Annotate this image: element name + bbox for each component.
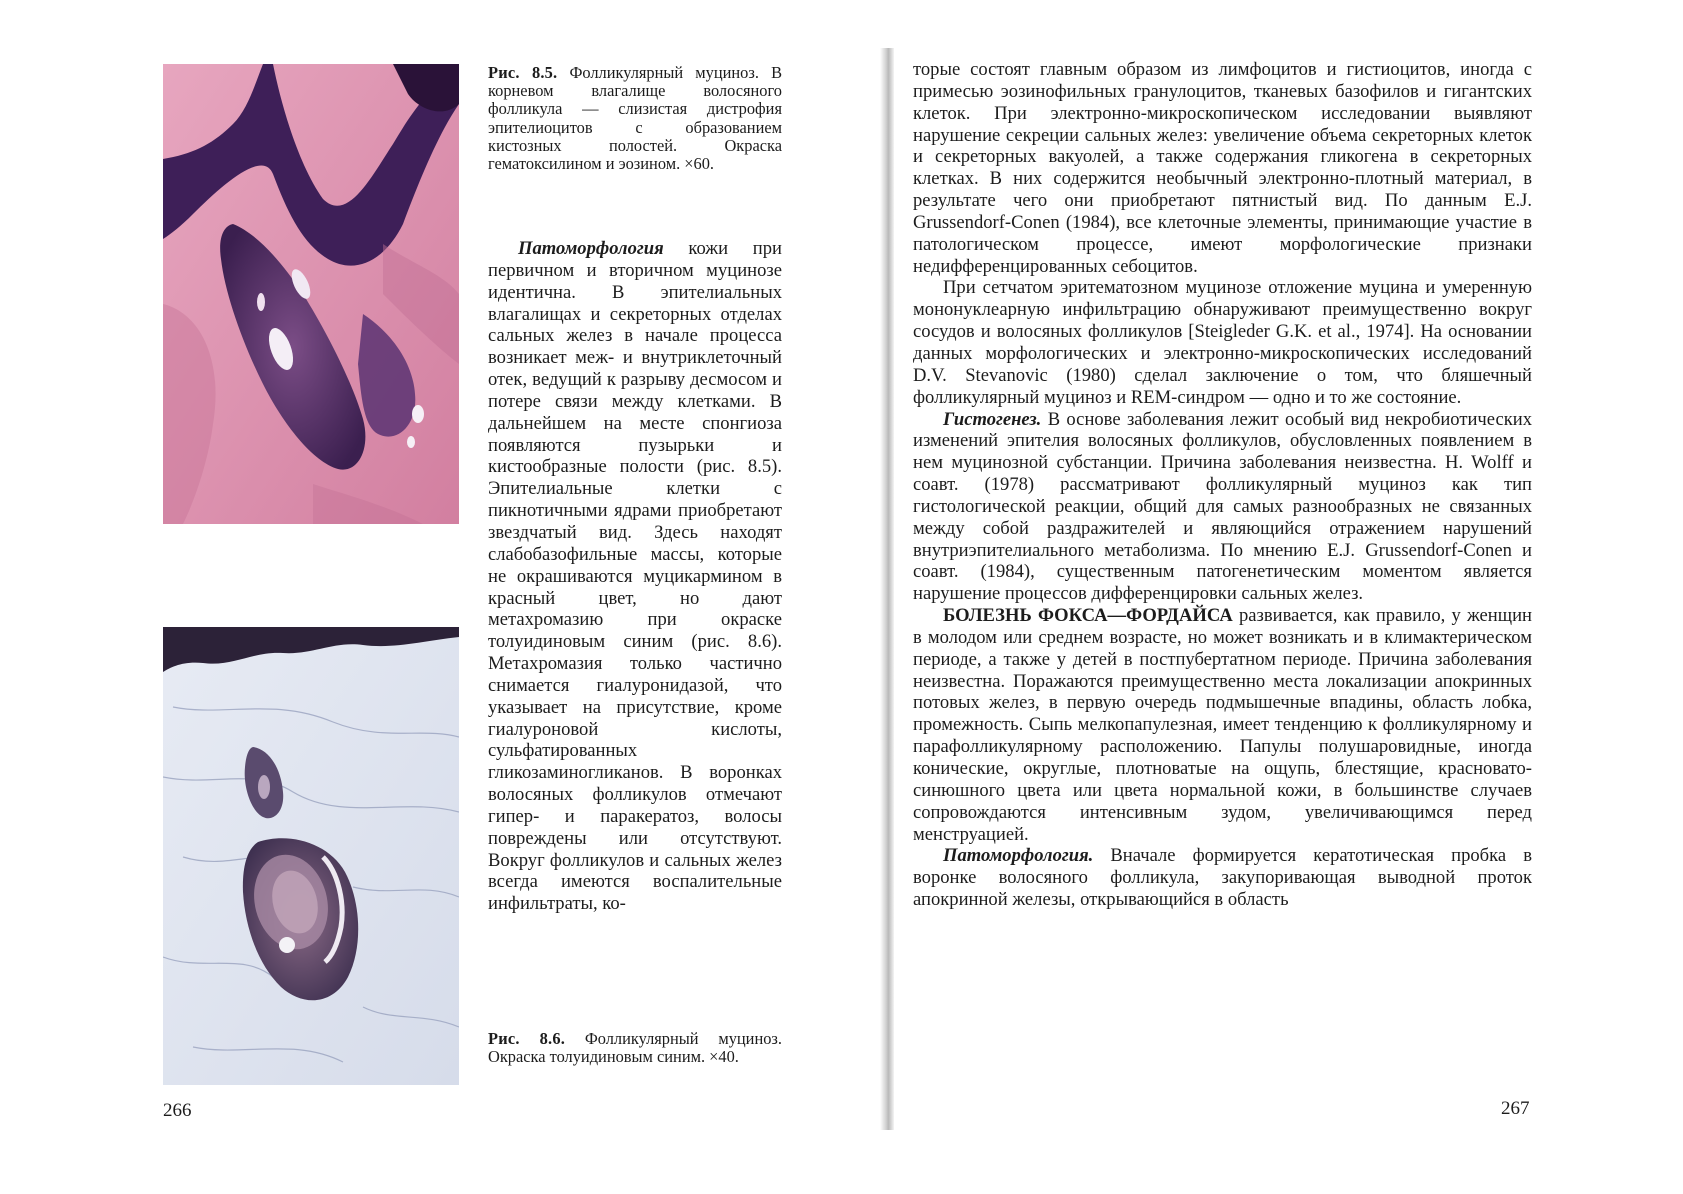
micrograph-toluidine-stain [163,627,459,1085]
paragraph-pathomorphology [488,238,782,915]
right-column-text [913,59,1532,911]
paragraph-text: В основе заболевания лежит особый вид некробиотических изменений эпителия волосяных фолликулов, обусловленных появлением в нем муцинозной субстанции. Причина заболевания неизвестна. H. Wolff и соавт. (1978) рассматривают фолликулярный муциноз как тип гистологической реакции, общий для самых разнообразных не связанных между собой раздражителей и являющийся отражением нарушений внутриэпителиального метаболизма. По мнению E.J. Grussendorf-Conen и соавт. (1984), существенным патогенетическим моментом является нарушение процессов дифференцировки сальных желез. [913,408,1532,605]
micrograph-he-stain [163,64,459,524]
paragraph-text: кожи при первичном и вторичном муцинозе идентична. В эпителиальных влагалищах и секреторных отделах сальных желез в начале процесса возникает меж- и внутриклеточный отек, ведущий к разрыву десмосом и потере связи между клетками. В дальнейшем на месте спонгиоза появляются пузырьки и кистообразные полости (рис. 8.5). Эпителиальные клетки с пикнотичными ядрами приобретают звездчатый вид. Здесь находят слабобазофильные массы, которые не окрашиваются муцикармином в красный цвет, но дают метахромазию при окраске толуидиновым синим (рис. 8.6). Метахромазия только частично снимается гиалуронидазой, что указывает на присутствие, кроме гиалуроновой кислоты, сульфатированных гликозаминогликанов. В воронках волосяных фолликулов отмечают гипер- и паракератоз, волосы повреждены или отсутствуют. Вокруг фолликулов и сальных желез всегда имеются воспалительные инфильтраты, ко- [488,238,782,915]
paragraph-continuation: торые состоят главным образом из лимфоцитов и гистиоцитов, иногда с примесью эозинофильных гранулоцитов, тканевых базофилов и гигантских клеток. При электронно-микроскопическом исследовании выявляют нарушение секреции сальных желез: увеличение объема секреторных клеток и секреторных вакуолей, а также содержания гликогена в секреторных клетках. В них содержится необычный электронно-плотный материал, в результате чего они приобретают пятнистый вид. По данным E.J. Grussendorf-Conen (1984), все клеточные элементы, принимающие участие в патологическом процессе, имеют морфологические признаки недифференцированных себоцитов. [913,59,1532,277]
term-pathomorphology: Патоморфология. [943,845,1094,867]
term-pathomorphology: Патоморфология [518,238,664,259]
paragraph-reticular-mucinosis: При сетчатом эритематозном муцинозе отложение муцина и умеренную мононуклеарную инфильтрацию обнаруживают преимущественно вокруг сосудов и волосяных фолликулов [Steigleder G.K. et al., 1974]. На основании данных морфологических и электронно-микроскопических исследований D.V. Stevanovic (1980) сделал заключение о том, что бляшечный фолликулярный муциноз и REM-синдром — одно и то же состояние. [913,277,1532,408]
figure-caption-8-5 [488,64,782,173]
page-number-left: 266 [163,1100,192,1121]
book-spine-shadow [880,48,894,1130]
micrograph-fig-8-6 [163,627,459,1085]
paragraph-text: развивается, как правило, у женщин в молодом или среднем возрасте, но может возникать и в климактерическом периоде, а также у детей в постпубертатном периоде. Причина заболевания неизвестна. Поражаются преимущественно места локализации апокринных потовых желез, в первую очередь подмышечные впадины, область лобка, промежность. Сыпь мелкопапулезная, имеет тенденцию к фолликулярному и парафолликулярному расположению. Папулы полушаровидные, иногда конические, округлые, плотноватые на ощупь, блестящие, красновато-синюшного цвета или цвета нормальной кожи, в большинстве случаев сопровождаются интенсивным зудом, увеличивающимся перед менструацией. [913,605,1532,845]
figure-caption-8-6 [488,1030,782,1066]
paragraph-text: Вначале формируется кератотическая пробка в воронке волосяного фолликула, закупоривающая выводной проток апокринной железы, открывающийся в область [913,845,1532,911]
figure-label: Рис. 8.6. [488,1029,566,1048]
figure-label: Рис. 8.5. [488,63,558,82]
page-number-right: 267 [1501,1098,1530,1119]
micrograph-fig-8-5 [163,64,459,524]
paragraph-fox-fordyce [913,605,1532,845]
paragraph-pathomorphology-fox-fordyce [913,845,1532,911]
paragraph-histogenesis [913,409,1532,606]
section-heading-fox-fordyce: БОЛЕЗНЬ ФОКСА—ФОРДАЙСА [943,605,1233,627]
left-column-text [488,238,782,915]
figure-caption-text: Фолликулярный муциноз. В корневом влагалище волосяного фолликула — слизистая дистрофия эпителиоцитов с образованием кистозных полостей. Окраска гематоксилином и эозином. ×60. [488,63,782,174]
figure-caption-text: Фолликулярный муциноз. Окраска толуидиновым синим. ×40. [488,1029,782,1067]
term-histogenesis: Гистогенез. [943,408,1042,430]
